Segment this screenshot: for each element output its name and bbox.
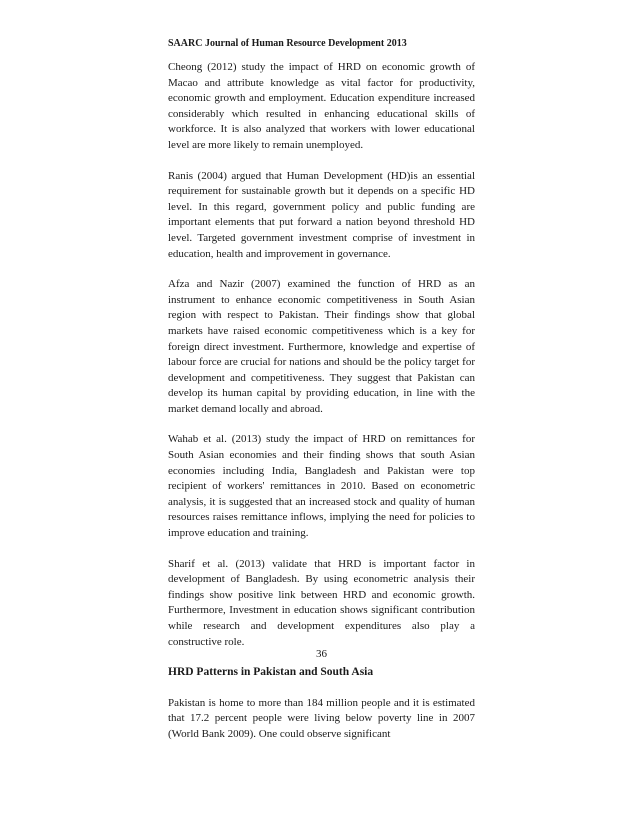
page-number: 36 (316, 648, 327, 660)
paragraph-afza-nazir: Afza and Nazir (2007) examined the function of HRD as an instrument to enhance economic competitiveness in South Asian region with respect to Pakistan. Their findings show that global markets have raised economic competitiveness which is a key for foreign direct investment. Furthermore, knowledge and expertise of labour force are crucial for nations and should be the policy target for development and competitiveness. They suggest that Pakistan can develop its human capital by providing education, in line with the market demand locally and abroad. (168, 278, 475, 415)
running-head: SAARC Journal of Human Resource Development 2013 (168, 38, 407, 49)
section-heading: HRD Patterns in Pakistan and South Asia (168, 666, 374, 679)
article-body (168, 60, 475, 743)
paragraph-ranis: Ranis (2004) argued that Human Development (HD)is an essential requirement for sustainable growth but it depends on a specific HD level. In this regard, government policy and public funding are important elements that put forward a nation beyond threshold HD level. Targeted government investment comprise of investment in education, health and improvement in governance. (168, 169, 475, 260)
paragraph-cheong: Cheong (2012) study the impact of HRD on economic growth of Macao and attribute knowledge as vital factor for productivity, economic growth and employment. Education expenditure increased considerably which resulted in enhancing educational skills of workforce. It is also analyzed that workers with lower educational level are more likely to remain unemployed. (168, 61, 475, 151)
paragraph-wahab: Wahab et al. (2013) study the impact of HRD on remittances for South Asian economies and their finding shows that south Asian economies including India, Bangladesh and Pakistan were top recipient of workers' remittances in 2010. Based on econometric analysis, it is suggested that an increased stock and quality of human resources raises remittance inflows, implying the need for policies to improve education and training. (168, 433, 475, 540)
paragraph-sharif: Sharif et al. (2013) validate that HRD is important factor in development of Bangladesh. By using econometric analysis their findings show positive link between HRD and economic growth. Furthermore, Investment in education shows significant contribution while research and development expenditures also play a constructive role. (168, 557, 475, 648)
paragraph-pakistan: Pakistan is home to more than 184 million people and it is estimated that 17.2 percent people were living below poverty line in 2007 (World Bank 2009). One could observe significant (168, 696, 475, 740)
